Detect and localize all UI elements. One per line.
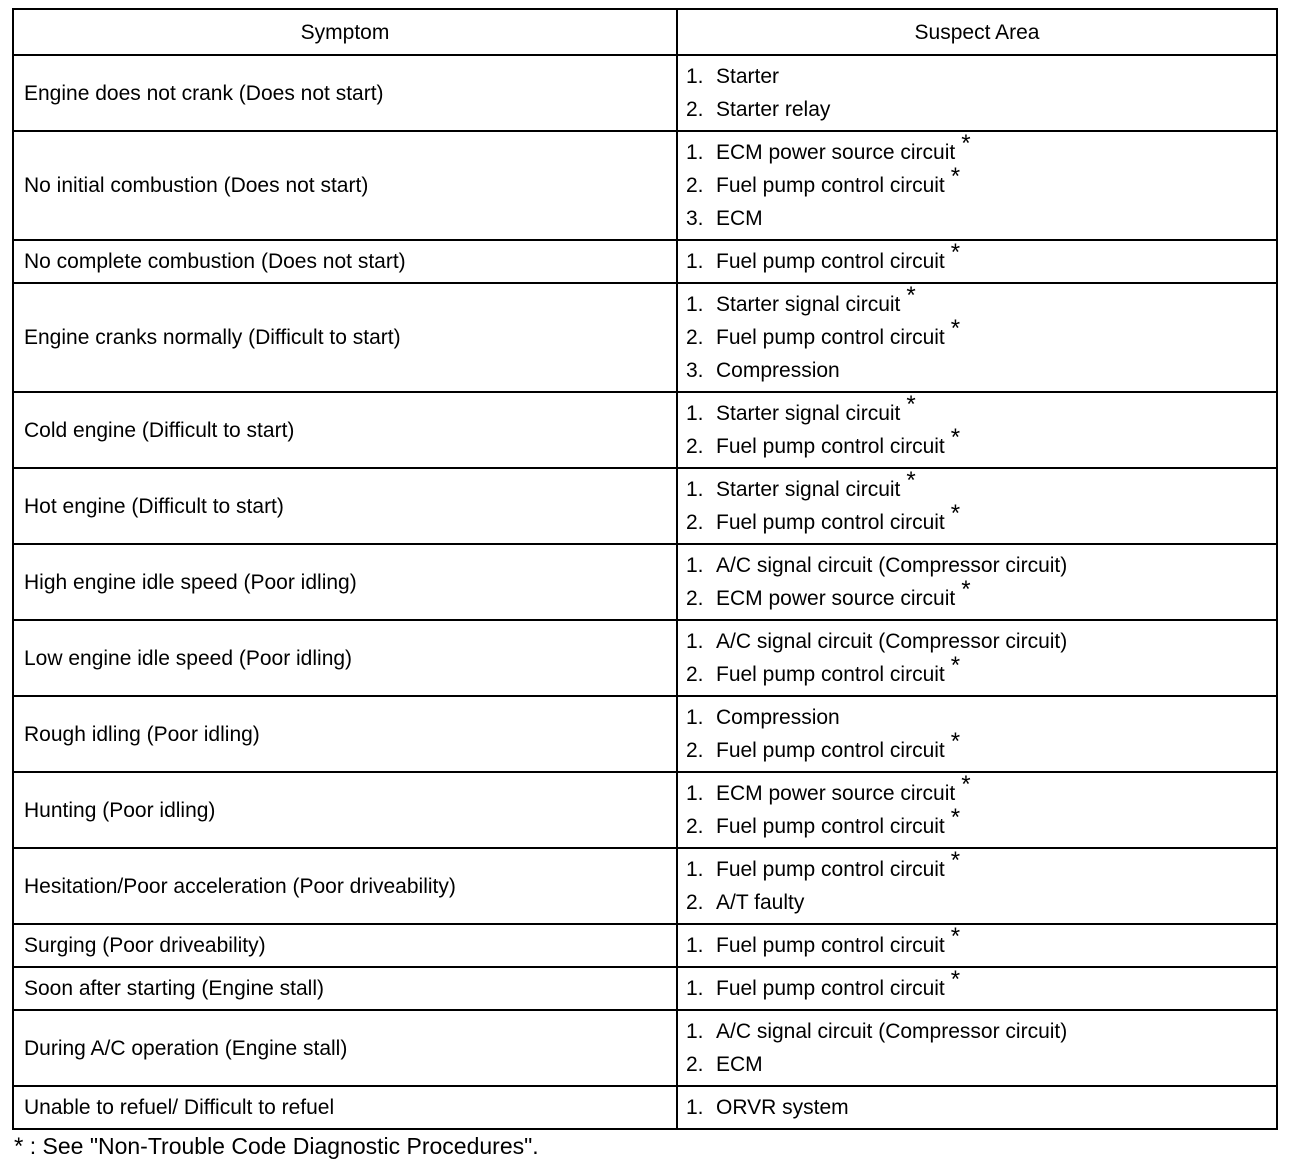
- asterisk-marker: *: [950, 923, 961, 950]
- suspect-item: [686, 966, 1270, 1005]
- symptom-cell: No complete combustion (Does not start): [13, 240, 677, 283]
- table-row: [13, 696, 1277, 772]
- table-row: [13, 1086, 1277, 1129]
- table-row: [13, 620, 1277, 696]
- suspect-item-text: Fuel pump control circuit: [716, 174, 945, 197]
- suspect-item-text: ORVR system: [716, 1096, 849, 1119]
- table-row: [13, 240, 1277, 283]
- suspect-item-text: A/C signal circuit (Compressor circuit): [716, 554, 1068, 577]
- suspect-item-number: 1.: [686, 706, 704, 729]
- suspect-item: [686, 424, 1270, 463]
- suspect-item: [686, 1091, 1270, 1124]
- suspect-area-cell: [677, 1010, 1277, 1086]
- footnote-star: *: [14, 1133, 24, 1160]
- asterisk-marker: *: [961, 771, 971, 798]
- asterisk-marker: *: [961, 130, 971, 157]
- suspect-item-text: Compression: [716, 359, 840, 382]
- asterisk-marker: *: [950, 500, 961, 527]
- suspect-item-number: 1.: [686, 630, 704, 653]
- suspect-area-cell: [677, 283, 1277, 392]
- asterisk-marker: *: [906, 467, 916, 494]
- table-row: [13, 1010, 1277, 1086]
- suspect-item-number: 1.: [686, 402, 704, 425]
- suspect-item: [686, 282, 1270, 321]
- suspect-item: [686, 652, 1270, 691]
- table-header-row: [13, 9, 1277, 55]
- suspect-item-number: 2.: [686, 587, 704, 610]
- suspect-item: [686, 130, 1270, 169]
- suspect-item-text: ECM: [716, 1053, 763, 1076]
- suspect-item-number: 2.: [686, 435, 704, 458]
- asterisk-marker: *: [950, 652, 961, 679]
- suspect-item-text: ECM power source circuit: [716, 587, 956, 610]
- asterisk-marker: *: [950, 847, 961, 874]
- suspect-item-text: Starter relay: [716, 98, 831, 121]
- asterisk-marker: *: [950, 239, 961, 266]
- asterisk-marker: *: [906, 282, 916, 309]
- suspect-item: [686, 576, 1270, 615]
- suspect-item-text: A/T faulty: [716, 891, 805, 914]
- suspect-area-cell: [677, 848, 1277, 924]
- suspect-item: [686, 728, 1270, 767]
- symptom-table: [12, 8, 1278, 1130]
- suspect-item-number: 2.: [686, 739, 704, 762]
- suspect-item-number: 2.: [686, 98, 704, 121]
- suspect-area-cell: [677, 696, 1277, 772]
- asterisk-marker: *: [950, 163, 961, 190]
- suspect-item: [686, 847, 1270, 886]
- table-body: [13, 55, 1277, 1129]
- suspect-item: [686, 354, 1270, 387]
- table-row: [13, 131, 1277, 240]
- suspect-area-cell: [677, 772, 1277, 848]
- table-row: [13, 468, 1277, 544]
- suspect-item-number: 1.: [686, 141, 704, 164]
- suspect-area-cell: [677, 55, 1277, 131]
- suspect-area-cell: [677, 1086, 1277, 1129]
- suspect-item-text: Fuel pump control circuit: [716, 663, 945, 686]
- suspect-item: [686, 163, 1270, 202]
- suspect-item-text: ECM power source circuit: [716, 782, 956, 805]
- symptom-cell: Hunting (Poor idling): [13, 772, 677, 848]
- suspect-item-text: Starter signal circuit: [716, 478, 901, 501]
- suspect-item-number: 2.: [686, 326, 704, 349]
- suspect-item-number: 1.: [686, 977, 704, 1000]
- table-row: [13, 772, 1277, 848]
- suspect-item-number: 3.: [686, 359, 704, 382]
- suspect-item: [686, 886, 1270, 919]
- suspect-item-number: 3.: [686, 207, 704, 230]
- suspect-item-number: 1.: [686, 250, 704, 273]
- suspect-item: [686, 804, 1270, 843]
- symptom-cell: Unable to refuel/ Difficult to refuel: [13, 1086, 677, 1129]
- asterisk-marker: *: [950, 966, 961, 993]
- suspect-item-number: 2.: [686, 1053, 704, 1076]
- suspect-item: [686, 1048, 1270, 1081]
- suspect-item: [686, 625, 1270, 658]
- symptom-cell: High engine idle speed (Poor idling): [13, 544, 677, 620]
- suspect-item-number: 1.: [686, 65, 704, 88]
- symptom-cell: Low engine idle speed (Poor idling): [13, 620, 677, 696]
- suspect-item-number: 1.: [686, 858, 704, 881]
- symptom-cell: Rough idling (Poor idling): [13, 696, 677, 772]
- suspect-item: [686, 923, 1270, 962]
- suspect-item-number: 1.: [686, 293, 704, 316]
- symptom-cell: No initial combustion (Does not start): [13, 131, 677, 240]
- table-row: [13, 283, 1277, 392]
- suspect-area-cell: [677, 544, 1277, 620]
- asterisk-marker: *: [950, 315, 961, 342]
- suspect-item-text: Fuel pump control circuit: [716, 977, 945, 1000]
- symptom-cell: Hot engine (Difficult to start): [13, 468, 677, 544]
- suspect-item-number: 1.: [686, 478, 704, 501]
- suspect-item: [686, 771, 1270, 810]
- suspect-area-cell: [677, 131, 1277, 240]
- suspect-item-number: 2.: [686, 815, 704, 838]
- footnote-text: : See "Non-Trouble Code Diagnostic Procedures".: [29, 1133, 539, 1159]
- suspect-item-text: Fuel pump control circuit: [716, 815, 945, 838]
- suspect-item: [686, 467, 1270, 506]
- suspect-item-text: Fuel pump control circuit: [716, 435, 945, 458]
- suspect-area-cell: [677, 967, 1277, 1010]
- symptom-cell: Surging (Poor driveability): [13, 924, 677, 967]
- suspect-item: [686, 202, 1270, 235]
- suspect-area-column-header: Suspect Area: [677, 9, 1277, 55]
- suspect-item-text: ECM: [716, 207, 763, 230]
- suspect-area-cell: [677, 924, 1277, 967]
- footnote: [14, 1132, 539, 1161]
- suspect-item: [686, 391, 1270, 430]
- suspect-item: [686, 549, 1270, 582]
- suspect-item-text: Fuel pump control circuit: [716, 858, 945, 881]
- suspect-item-number: 2.: [686, 174, 704, 197]
- suspect-item-text: Starter signal circuit: [716, 402, 901, 425]
- suspect-item-text: ECM power source circuit: [716, 141, 956, 164]
- table-row: [13, 967, 1277, 1010]
- symptom-cell: Hesitation/Poor acceleration (Poor driveability): [13, 848, 677, 924]
- table-row: [13, 848, 1277, 924]
- asterisk-marker: *: [906, 391, 916, 418]
- suspect-item-number: 1.: [686, 1020, 704, 1043]
- symptom-cell: Soon after starting (Engine stall): [13, 967, 677, 1010]
- suspect-item-text: Compression: [716, 706, 840, 729]
- asterisk-marker: *: [961, 576, 971, 603]
- suspect-item-text: Fuel pump control circuit: [716, 739, 945, 762]
- suspect-item-number: 1.: [686, 1096, 704, 1119]
- table-row: [13, 392, 1277, 468]
- suspect-item-number: 2.: [686, 663, 704, 686]
- suspect-item-text: Starter signal circuit: [716, 293, 901, 316]
- symptom-cell: Cold engine (Difficult to start): [13, 392, 677, 468]
- suspect-item-number: 2.: [686, 891, 704, 914]
- table-row: [13, 924, 1277, 967]
- suspect-item-text: A/C signal circuit (Compressor circuit): [716, 630, 1068, 653]
- suspect-area-cell: [677, 620, 1277, 696]
- suspect-item-text: Fuel pump control circuit: [716, 326, 945, 349]
- suspect-area-cell: [677, 240, 1277, 283]
- table-row: [13, 544, 1277, 620]
- symptom-cell: Engine cranks normally (Difficult to start): [13, 283, 677, 392]
- suspect-item: [686, 93, 1270, 126]
- suspect-item-text: Fuel pump control circuit: [716, 250, 945, 273]
- suspect-item-text: Fuel pump control circuit: [716, 511, 945, 534]
- suspect-item-text: Fuel pump control circuit: [716, 934, 945, 957]
- suspect-item: [686, 60, 1270, 93]
- suspect-item-number: 1.: [686, 782, 704, 805]
- symptom-cell: Engine does not crank (Does not start): [13, 55, 677, 131]
- table-row: [13, 55, 1277, 131]
- suspect-item: [686, 315, 1270, 354]
- suspect-item-number: 1.: [686, 934, 704, 957]
- asterisk-marker: *: [950, 728, 961, 755]
- suspect-item: [686, 1015, 1270, 1048]
- suspect-area-cell: [677, 392, 1277, 468]
- suspect-item: [686, 701, 1270, 734]
- symptom-cell: During A/C operation (Engine stall): [13, 1010, 677, 1086]
- suspect-item-number: 2.: [686, 511, 704, 534]
- suspect-item: [686, 500, 1270, 539]
- symptom-column-header: Symptom: [13, 9, 677, 55]
- suspect-area-cell: [677, 468, 1277, 544]
- suspect-item: [686, 239, 1270, 278]
- suspect-item-text: A/C signal circuit (Compressor circuit): [716, 1020, 1068, 1043]
- asterisk-marker: *: [950, 804, 961, 831]
- suspect-item-text: Starter: [716, 65, 780, 88]
- suspect-item-number: 1.: [686, 554, 704, 577]
- asterisk-marker: *: [950, 424, 961, 451]
